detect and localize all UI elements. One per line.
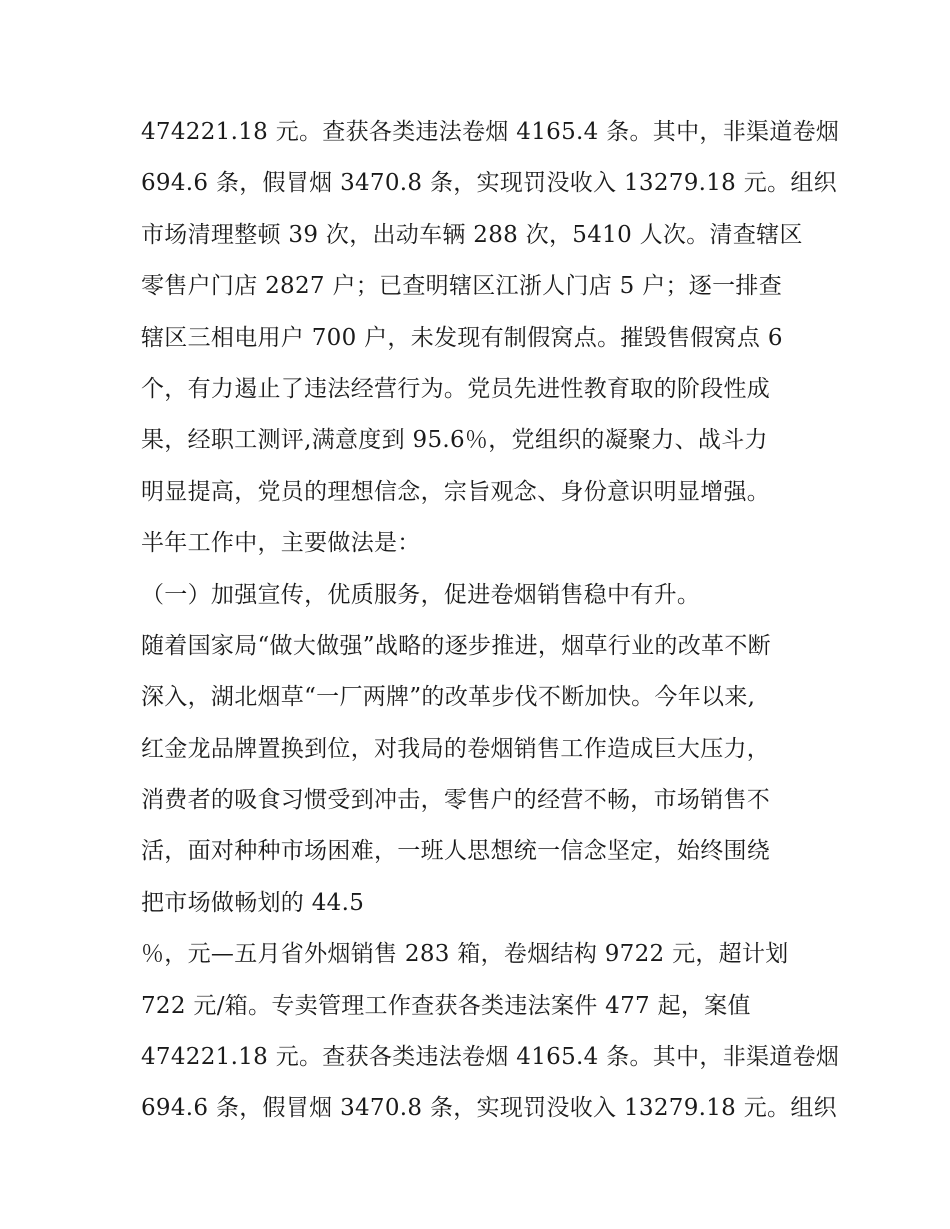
text-line: 辖区三相电用户 700 户，未发现有制假窝点。摧毁售假窝点 6 <box>141 324 783 351</box>
text-line: 市场清理整顿 39 次，出动车辆 288 次，5410 人次。清查辖区 <box>141 221 803 248</box>
text-line: 474221.18 元。查获各类违法卷烟 4165.4 条。其中，非渠道卷烟 <box>141 1044 840 1071</box>
section-heading: （一）加强宣传，优质服务，促进卷烟销售稳中有升。 <box>141 581 701 608</box>
text-line: 694.6 条，假冒烟 3470.8 条，实现罚没收入 13279.18 元。组织 <box>141 170 837 197</box>
text-line: ％，元—五月省外烟销售 283 箱，卷烟结构 9722 元，超计划 <box>141 941 789 968</box>
text-line: 694.6 条，假冒烟 3470.8 条，实现罚没收入 13279.18 元。组织 <box>141 1095 837 1122</box>
text-line: 深入，湖北烟草“一厂两牌”的改革步伐不断加快。今年以来, <box>141 684 756 711</box>
text-line: 把市场做畅划的 44.5 <box>141 889 365 916</box>
text-line: 明显提高，党员的理想信念，宗旨观念、身份意识明显增强。 <box>141 478 771 505</box>
text-line: 活，面对种种市场困难，一班人思想统一信念坚定，始终围绕 <box>141 838 771 865</box>
text-line: 果，经职工测评,满意度到 95.6％，党组织的凝聚力、战斗力 <box>141 427 768 454</box>
text-line: 消费者的吸食习惯受到冲击，零售户的经营不畅，市场销售不 <box>141 787 771 814</box>
text-line: 红金龙品牌置换到位，对我局的卷烟销售工作造成巨大压力， <box>141 735 771 762</box>
body-text <box>141 107 841 1135</box>
text-line: 722 元/箱。专卖管理工作查获各类违法案件 477 起，案值 <box>141 992 751 1019</box>
text-line: 随着国家局“做大做强”战略的逐步推进，烟草行业的改革不断 <box>141 632 771 659</box>
text-line: 半年工作中，主要做法是： <box>141 530 421 557</box>
text-line: 个，有力遏止了违法经营行为。党员先进性教育取的阶段性成 <box>141 375 771 402</box>
text-line: 474221.18 元。查获各类违法卷烟 4165.4 条。其中，非渠道卷烟 <box>141 119 840 145</box>
text-line: 零售户门店 2827 户；已查明辖区江浙人门店 5 户；逐一排查 <box>141 273 783 300</box>
